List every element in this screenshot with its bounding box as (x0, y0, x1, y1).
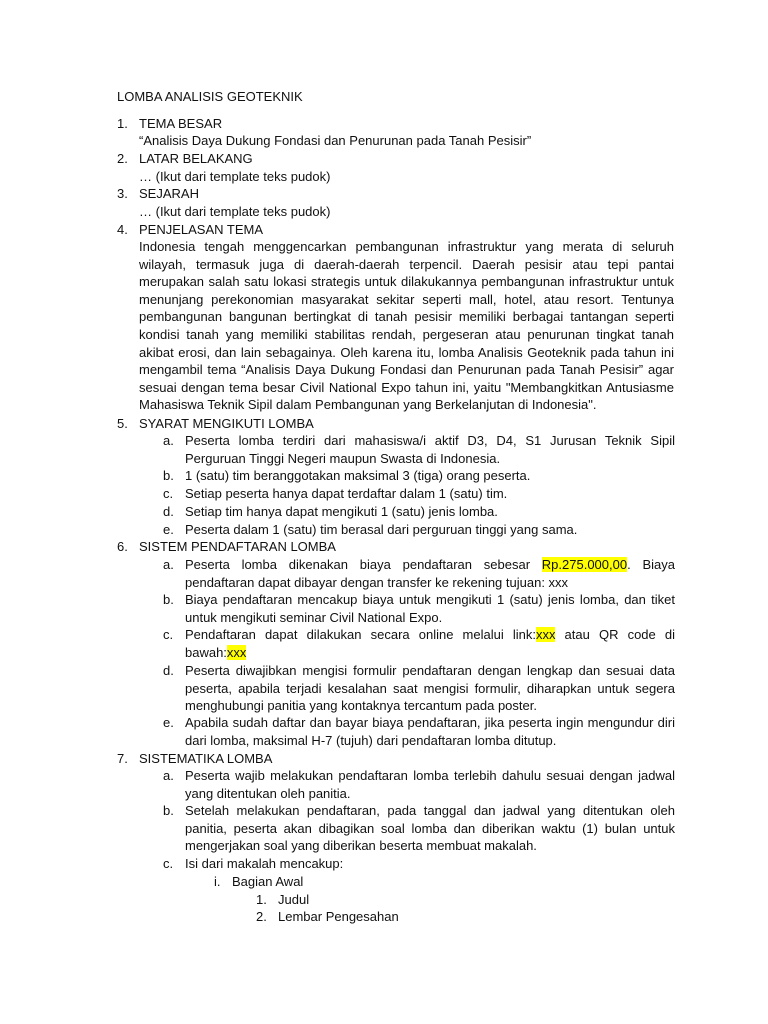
section-5-heading: SYARAT MENGIKUTI LOMBA (139, 416, 314, 431)
section-1-body: “Analisis Daya Dukung Fondasi dan Penurunan pada Tanah Pesisir” (139, 133, 532, 148)
s6-item-e-letter: e. (163, 715, 174, 730)
s5-item-b-text: 1 (satu) tim beranggotakan maksimal 3 (tiga) orang peserta. (185, 468, 531, 483)
s6-item-e-text: Apabila sudah daftar dan bayar biaya pendaftaran, jika peserta ingin mengundur diri dari lomba, maksimal H-7 (tujuh) dari pendaftaran lomba ditutup. (185, 715, 675, 748)
s6-item-b-letter: b. (163, 592, 174, 607)
link-highlight: xxx (535, 627, 556, 642)
s6-item-b-text: Biaya pendaftaran mencakup biaya untuk mengikuti 1 (satu) jenis lomba, dan tiket untuk mengikuti seminar Civil National Expo. (185, 592, 675, 625)
s5-item-e-text: Peserta dalam 1 (satu) tim berasal dari perguruan tinggi yang sama. (185, 522, 578, 537)
s7-num-1: 1. (256, 892, 267, 907)
s5-item-b-letter: b. (163, 468, 174, 483)
s6-c-mid: atau QR code di bawah: (185, 627, 675, 660)
qr-highlight: xxx (226, 644, 247, 660)
s5-item-c-text: Setiap peserta hanya dapat terdaftar dalam 1 (satu) tim. (185, 486, 508, 501)
s6-a-pre: Peserta lomba dikenakan biaya pendaftaran sebesar (185, 557, 542, 572)
s7-num-2: 2. (256, 909, 267, 924)
s7-roman-i: i. (214, 874, 221, 889)
s6-item-a-text (185, 556, 675, 591)
section-5-number: 5. (117, 416, 128, 431)
section-6-number: 6. (117, 539, 128, 554)
s5-item-e-letter: e. (163, 522, 174, 537)
s7-bagian-awal: Bagian Awal (232, 874, 304, 889)
s5-item-a-text: Peserta lomba terdiri dari mahasiswa/i aktif D3, D4, S1 Jurusan Teknik Sipil Perguruan Tinggi Negeri maupun Swasta di Indonesia. (185, 433, 675, 466)
section-2-heading: LATAR BELAKANG (139, 151, 253, 166)
s5-item-d-letter: d. (163, 504, 174, 519)
s7-judul: Judul (278, 892, 310, 907)
section-7-heading: SISTEMATIKA LOMBA (139, 751, 273, 766)
s6-item-c-text (185, 626, 675, 661)
s7-item-c-text: Isi dari makalah mencakup: (185, 856, 344, 871)
s7-item-b-letter: b. (163, 803, 174, 818)
s7-item-a-text: Peserta wajib melakukan pendaftaran lomba terlebih dahulu sesuai dengan jadwal yang ditentukan oleh panitia. (185, 768, 675, 801)
s5-item-d-text: Setiap tim hanya dapat mengikuti 1 (satu) jenis lomba. (185, 504, 498, 519)
section-4-number: 4. (117, 222, 128, 237)
s6-item-d-letter: d. (163, 663, 174, 678)
section-4-heading: PENJELASAN TEMA (139, 222, 264, 237)
s6-item-a-letter: a. (163, 557, 174, 572)
s6-c-pre: Pendaftaran dapat dilakukan secara online melalui link: (185, 627, 536, 642)
s5-item-a-letter: a. (163, 433, 174, 448)
section-1-number: 1. (117, 116, 128, 131)
section-7-number: 7. (117, 751, 128, 766)
s7-lembar-pengesahan: Lembar Pengesahan (278, 909, 399, 924)
s6-a-post: . Biaya pendaftaran dapat dibayar dengan transfer ke rekening tujuan: xxx (185, 557, 675, 590)
section-1-heading: TEMA BESAR (139, 116, 223, 131)
s7-item-a-letter: a. (163, 768, 174, 783)
s6-item-c-letter: c. (163, 627, 174, 642)
registration-fee-highlight: Rp.275.000,00 (541, 557, 628, 572)
s5-item-c-letter: c. (163, 486, 174, 501)
s6-item-d-text: Peserta diwajibkan mengisi formulir pendaftaran dengan lengkap dan sesuai data peserta, apabila terjadi kesalahan saat mengisi formulir, diharapkan untuk segera menghubungi panitia yang kontaknya tercantum pada poster. (185, 663, 675, 714)
document-title: LOMBA ANALISIS GEOTEKNIK (117, 89, 303, 104)
section-4-paragraph: Indonesia tengah menggencarkan pembangunan infrastruktur yang merata di seluruh wilayah, termasuk juga di daerah-daerah terpencil. Daerah pesisir atau tepi pantai merupakan salah satu lokasi strategis untuk dilakukannya pembangunan infrastruktur untuk menunjang perekonomian masyarakat sekitar seperti mall, hotel, atau resort. Tentunya pembangunan bangunan bertingkat di tanah pesisir memiliki berbagai tantangan seperti kondisi tanah yang memiliki stabilitas rendah, pergeseran atau penurunan tingkat tanah akibat erosi, dan lain sebagainya. Oleh karena itu, lomba Analisis Geoteknik pada tahun ini mengambil tema “Analisis Daya Dukung Fondasi dan Penurunan pada Tanah Pesisir” agar sesuai dengan tema besar Civil National Expo tahun ini, yaitu "Membangkitkan Antusiasme Mahasiswa Teknik Sipil dalam Pembangunan yang Berkelanjutan di Indonesia". (139, 239, 674, 413)
section-2-body: … (Ikut dari template teks pudok) (139, 169, 331, 184)
section-6-heading: SISTEM PENDAFTARAN LOMBA (139, 539, 336, 554)
s7-item-b-text: Setelah melakukan pendaftaran, pada tanggal dan jadwal yang ditentukan oleh panitia, peserta akan dibagikan soal lomba dan diberikan waktu (1) bulan untuk mengerjakan soal yang diberikan beserta membuat makalah. (185, 803, 675, 854)
s7-item-c-letter: c. (163, 856, 174, 871)
section-2-number: 2. (117, 151, 128, 166)
section-3-heading: SEJARAH (139, 186, 199, 201)
section-3-number: 3. (117, 186, 128, 201)
section-3-body: … (Ikut dari template teks pudok) (139, 204, 331, 219)
